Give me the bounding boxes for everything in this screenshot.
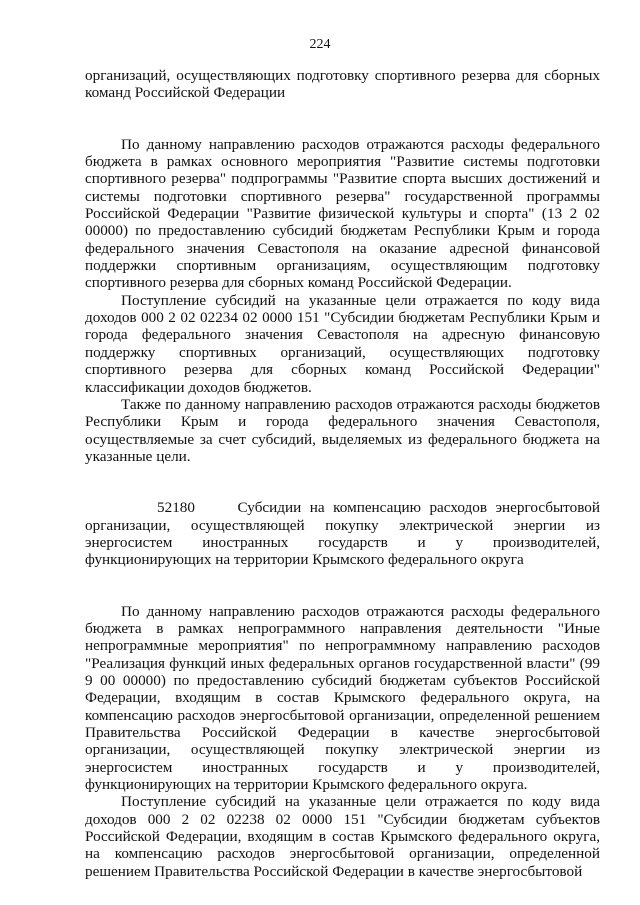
section-code: 52180: [157, 499, 195, 517]
section-heading: [85, 499, 600, 568]
paragraph-expense-description: По данному направлению расходов отражаются расходы федерального бюджета в рамках основного мероприятия "Развитие системы подготовки спортивного резерва" подпрограммы "Развитие спорта высших достижений и системы подготовки спортивного резерва" государственной программы Российской Федерации "Развитие физической культуры и спорта" (13 2 02 00000) по предоставлению субсидий бюджетам Республики Крым и города федерального значения Севастополя на оказание адресной финансовой поддержки спортивным организациям, осуществляющим подготовку спортивного резерва для сборных команд Российской Федерации.: [85, 135, 600, 292]
paragraph-expense-description-2: По данному направлению расходов отражаются расходы федерального бюджета в рамках непрограммного направления деятельности "Иные непрограммные мероприятия" по непрограммному направлению расходов "Реализация функций иных федеральных органов государственной власти" (99 9 00 00000) по предоставлению субсидий бюджетам субъектов Российской Федерации, входящим в состав Крымского федерального округа, на компенсацию расходов энергосбытовой организации, определенной решением Правительства Российской Федерации в качестве энергосбытовой организации, осуществляющей покупку электрической энергии из энергосистем иностранных государств и у производителей, функционирующих на территории Крымского федерального округа.: [85, 602, 600, 794]
page-content: [85, 67, 600, 880]
page-number: 224: [309, 37, 331, 52]
paragraph-regional-expenses: Также по данному направлению расходов отражаются расходы бюджетов Республики Крым и города федерального значения Севастополя, осуществляемые за счет субсидий, выделяемых из федерального бюджета на указанные цели.: [85, 395, 600, 465]
section-title: Субсидии на компенсацию расходов энергосбытовой организации, осуществляющей покупку электрической энергии из энергосистем иностранных государств и у производителей, функционирующих на территории Крымского федерального округа: [85, 499, 601, 569]
paragraph-income-code-2: Поступление субсидий на указанные цели отражается по коду вида доходов 000 2 02 02238 02 0000 151 "Субсидии бюджетам субъектов Российской Федерации, входящим в состав Крымского федерального округа, на компенсацию расходов энергосбытовой организации, определенной решением Правительства Российской Федерации в качестве энергосбытовой: [85, 793, 600, 880]
paragraph-income-code: Поступление субсидий на указанные цели отражается по коду вида доходов 000 2 02 02234 02 0000 151 "Субсидии бюджетам Республики Крым и города федерального значения Севастополя на адресную финансовую поддержку спортивных организаций, осуществляющих подготовку спортивного резерва для сборных команд Российской Федерации" классификации доходов бюджетов.: [85, 291, 600, 396]
paragraph-continuation: организаций, осуществляющих подготовку спортивного резерва для сборных команд Российской Федерации: [85, 67, 600, 102]
